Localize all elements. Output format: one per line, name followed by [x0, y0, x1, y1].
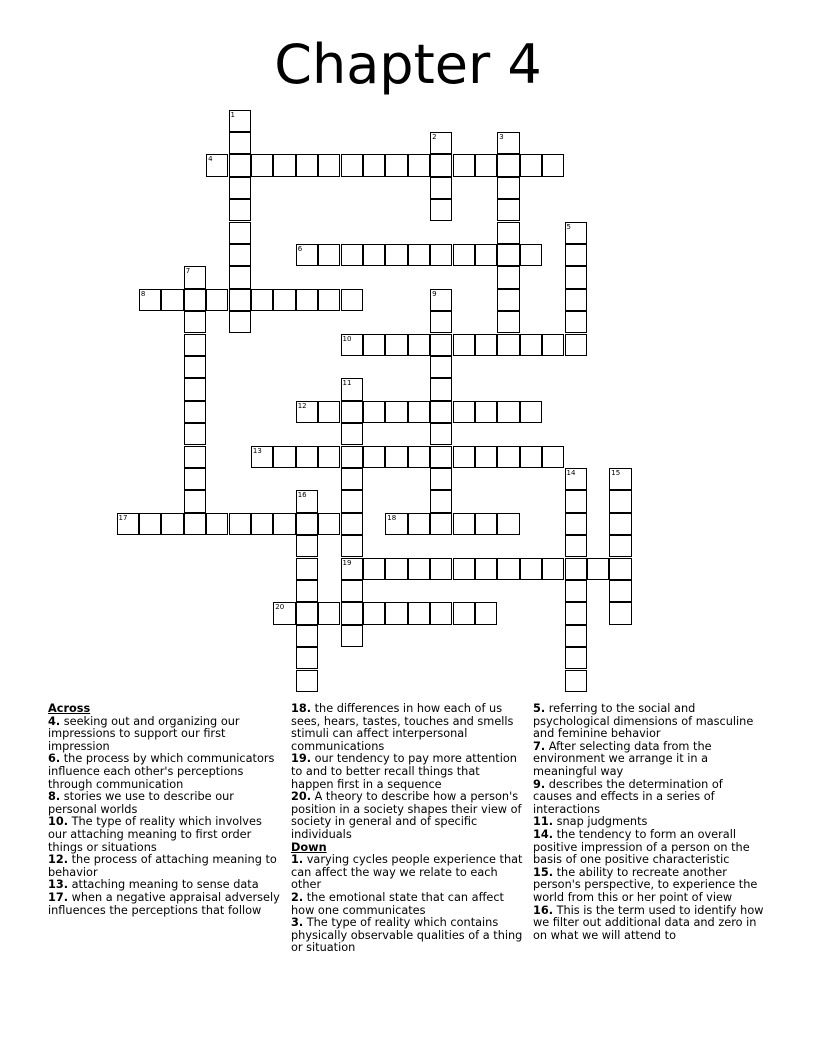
crossword-cell[interactable] — [363, 244, 385, 266]
crossword-cell[interactable] — [296, 490, 318, 512]
crossword-cell[interactable] — [184, 401, 206, 423]
crossword-cell[interactable] — [497, 266, 519, 288]
crossword-cell[interactable] — [341, 154, 363, 176]
crossword-cell[interactable] — [408, 558, 430, 580]
crossword-cell[interactable] — [408, 513, 430, 535]
crossword-cell[interactable] — [430, 199, 452, 221]
crossword-cell[interactable] — [565, 625, 587, 647]
clue-across-19: 19. our tendency to pay more attention to and to better recall things that happen first in a sequence — [291, 752, 517, 791]
clue-down-5: 5. referring to the social and psychological dimensions of masculine and feminine behavior — [533, 702, 754, 741]
crossword-cell[interactable] — [296, 446, 318, 468]
crossword-cell[interactable] — [296, 602, 318, 624]
crossword-cell[interactable] — [341, 423, 363, 445]
crossword-cell[interactable] — [296, 513, 318, 535]
crossword-cell[interactable] — [385, 446, 407, 468]
cell-number: 11 — [342, 379, 352, 388]
cell-number: 16 — [297, 491, 307, 500]
clue-across-12: 12. the process of attaching meaning to behavior — [48, 853, 277, 879]
crossword-cell[interactable] — [296, 154, 318, 176]
crossword-cell[interactable] — [341, 446, 363, 468]
crossword-cell[interactable] — [229, 289, 251, 311]
clue-column-3 — [533, 703, 765, 942]
crossword-cell[interactable] — [296, 289, 318, 311]
crossword-cell[interactable] — [475, 513, 497, 535]
crossword-cell[interactable] — [497, 289, 519, 311]
crossword-cell[interactable] — [453, 446, 475, 468]
crossword-cell[interactable] — [520, 446, 542, 468]
crossword-cell[interactable] — [341, 468, 363, 490]
crossword-cell[interactable] — [497, 513, 519, 535]
crossword-cell[interactable] — [139, 513, 161, 535]
crossword-cell[interactable] — [229, 110, 251, 132]
crossword-cell[interactable] — [206, 154, 228, 176]
crossword-cell[interactable] — [318, 513, 340, 535]
crossword-cell[interactable] — [497, 446, 519, 468]
crossword-cell[interactable] — [184, 446, 206, 468]
crossword-cell[interactable] — [229, 154, 251, 176]
crossword-cell[interactable] — [117, 513, 139, 535]
crossword-cell[interactable] — [341, 401, 363, 423]
crossword-cell[interactable] — [453, 558, 475, 580]
crossword-cell[interactable] — [385, 154, 407, 176]
crossword-cell[interactable] — [251, 513, 273, 535]
crossword-cell[interactable] — [341, 289, 363, 311]
cell-number: 10 — [342, 334, 352, 343]
crossword-cell[interactable] — [184, 356, 206, 378]
crossword-cell[interactable] — [341, 625, 363, 647]
crossword-cell[interactable] — [273, 154, 295, 176]
crossword-cell[interactable] — [565, 490, 587, 512]
crossword-cell[interactable] — [430, 378, 452, 400]
crossword-cell[interactable] — [430, 154, 452, 176]
crossword-cell[interactable] — [609, 558, 631, 580]
crossword-cell[interactable] — [408, 244, 430, 266]
crossword-cell[interactable] — [542, 558, 564, 580]
crossword-cell[interactable] — [542, 154, 564, 176]
cell-number: 20 — [275, 603, 285, 612]
crossword-cell[interactable] — [341, 244, 363, 266]
crossword-cell[interactable] — [341, 513, 363, 535]
crossword-cell[interactable] — [542, 334, 564, 356]
crossword-cell[interactable] — [609, 535, 631, 557]
crossword-cell[interactable] — [497, 132, 519, 154]
clue-down-7: 7. After selecting data from the environment we arrange it in a meaningful way — [533, 739, 712, 778]
page-title: Chapter 4 — [274, 33, 542, 96]
clue-down-14: 14. the tendency to form an overall positive impression of a person on the basis of one positive characteristic — [533, 827, 750, 867]
crossword-cell[interactable] — [385, 558, 407, 580]
crossword-cell[interactable] — [229, 513, 251, 535]
crossword-cell[interactable] — [520, 334, 542, 356]
crossword-cell[interactable] — [430, 423, 452, 445]
crossword-cell[interactable] — [430, 356, 452, 378]
crossword-cell[interactable] — [296, 670, 318, 692]
crossword-cell[interactable] — [430, 513, 452, 535]
crossword-cell[interactable] — [273, 289, 295, 311]
crossword-cell[interactable] — [229, 244, 251, 266]
crossword-cell[interactable] — [184, 311, 206, 333]
crossword-cell[interactable] — [565, 222, 587, 244]
clue-across-17: 17. when a negative appraisal adversely influences the perceptions that follow — [48, 890, 280, 917]
cell-number: 15 — [611, 468, 621, 477]
cell-number: 9 — [432, 289, 437, 298]
crossword-cell[interactable] — [453, 244, 475, 266]
cell-number: 18 — [387, 513, 397, 522]
crossword-cell[interactable] — [430, 132, 452, 154]
crossword-cell[interactable] — [430, 558, 452, 580]
crossword-cell[interactable] — [408, 602, 430, 624]
crossword-cell[interactable] — [161, 289, 183, 311]
clue-down-1: 1. varying cycles people experience that can affect the way we relate to each other — [291, 853, 523, 892]
crossword-cell[interactable] — [520, 558, 542, 580]
crossword-cell[interactable] — [206, 289, 228, 311]
crossword-cell[interactable] — [497, 401, 519, 423]
crossword-cell[interactable] — [363, 558, 385, 580]
crossword-cell[interactable] — [318, 446, 340, 468]
crossword-cell[interactable] — [341, 378, 363, 400]
cell-number: 19 — [342, 558, 352, 567]
crossword-cell[interactable] — [565, 266, 587, 288]
crossword-cell[interactable] — [587, 558, 609, 580]
crossword-cell[interactable] — [363, 401, 385, 423]
crossword-cell[interactable] — [229, 132, 251, 154]
crossword-cell[interactable] — [453, 334, 475, 356]
clue-column-2 — [291, 703, 523, 955]
crossword-cell[interactable] — [296, 647, 318, 669]
crossword-cell[interactable] — [229, 311, 251, 333]
crossword-cell[interactable] — [385, 401, 407, 423]
crossword-cell[interactable] — [453, 513, 475, 535]
crossword-cell[interactable] — [497, 311, 519, 333]
crossword-cell[interactable] — [251, 289, 273, 311]
crossword-cell[interactable] — [565, 289, 587, 311]
crossword-cell[interactable] — [363, 334, 385, 356]
crossword-cell[interactable] — [184, 266, 206, 288]
crossword-cell[interactable] — [565, 334, 587, 356]
crossword-cell[interactable] — [497, 334, 519, 356]
cell-number: 13 — [252, 446, 262, 455]
crossword-cell[interactable] — [475, 244, 497, 266]
crossword-cell[interactable] — [497, 199, 519, 221]
crossword-cell[interactable] — [341, 334, 363, 356]
crossword-cell[interactable] — [273, 446, 295, 468]
crossword-cell[interactable] — [296, 535, 318, 557]
clue-across-13: 13. attaching meaning to sense data — [48, 878, 259, 892]
crossword-cell[interactable] — [565, 244, 587, 266]
crossword-cell[interactable] — [184, 423, 206, 445]
cell-number: 17 — [118, 513, 128, 522]
crossword-cell[interactable] — [318, 289, 340, 311]
cell-number: 8 — [140, 289, 146, 298]
crossword-cell[interactable] — [385, 513, 407, 535]
clue-down-9: 9. describes the determination of causes and effects in a series of interactions — [533, 777, 723, 816]
clue-across-6: 6. the process by which communicators influence each other's perceptions through communication — [48, 752, 275, 791]
crossword-cell[interactable] — [341, 535, 363, 557]
crossword-cell[interactable] — [184, 468, 206, 490]
crossword-cell[interactable] — [520, 244, 542, 266]
crossword-cell[interactable] — [609, 468, 631, 490]
crossword-cell[interactable] — [430, 401, 452, 423]
crossword-cell[interactable] — [184, 289, 206, 311]
cell-number: 5 — [566, 222, 571, 231]
down-header: Down — [291, 840, 327, 854]
crossword-cell[interactable] — [184, 334, 206, 356]
crossword-cell[interactable] — [453, 602, 475, 624]
crossword-cell[interactable] — [497, 222, 519, 244]
crossword-cell[interactable] — [139, 289, 161, 311]
crossword-cell[interactable] — [318, 602, 340, 624]
crossword-cell[interactable] — [453, 401, 475, 423]
crossword-cell[interactable] — [565, 670, 587, 692]
crossword-cell[interactable] — [229, 222, 251, 244]
crossword-cell[interactable] — [385, 244, 407, 266]
clue-across-10: 10. The type of reality which involves our attaching meaning to first order things or situations — [48, 815, 262, 854]
crossword-cell[interactable] — [296, 244, 318, 266]
crossword-cell[interactable] — [408, 401, 430, 423]
crossword-cell[interactable] — [229, 199, 251, 221]
crossword-cell[interactable] — [251, 154, 273, 176]
crossword-cell[interactable] — [475, 602, 497, 624]
crossword-cell[interactable] — [565, 311, 587, 333]
crossword-cell[interactable] — [341, 490, 363, 512]
crossword-cell[interactable] — [430, 602, 452, 624]
crossword-cell[interactable] — [318, 401, 340, 423]
crossword-cell[interactable] — [475, 446, 497, 468]
crossword-cell[interactable] — [497, 244, 519, 266]
crossword-cell[interactable] — [341, 558, 363, 580]
crossword-cell[interactable] — [565, 580, 587, 602]
crossword-cell[interactable] — [497, 177, 519, 199]
cell-number: 12 — [297, 401, 307, 410]
crossword-cell[interactable] — [341, 580, 363, 602]
crossword-cell[interactable] — [296, 580, 318, 602]
crossword-cell[interactable] — [520, 401, 542, 423]
crossword-cell[interactable] — [430, 244, 452, 266]
crossword-cell[interactable] — [161, 513, 183, 535]
crossword-cell[interactable] — [184, 513, 206, 535]
crossword-cell[interactable] — [609, 580, 631, 602]
crossword-cell[interactable] — [296, 558, 318, 580]
crossword-cell[interactable] — [565, 647, 587, 669]
crossword-cell[interactable] — [475, 401, 497, 423]
crossword-cell[interactable] — [520, 154, 542, 176]
clue-across-4: 4. seeking out and organizing our impressions to support our first impression — [48, 714, 240, 753]
clue-column-1 — [48, 703, 280, 917]
crossword-cell[interactable] — [497, 154, 519, 176]
crossword-cell[interactable] — [475, 334, 497, 356]
crossword-cell[interactable] — [475, 558, 497, 580]
crossword-cell[interactable] — [453, 154, 475, 176]
crossword-cell[interactable] — [565, 602, 587, 624]
crossword-cell[interactable] — [497, 558, 519, 580]
crossword-cell[interactable] — [430, 289, 452, 311]
crossword-cell[interactable] — [430, 490, 452, 512]
clue-down-3: 3. The type of reality which contains physically observable qualities of a thing or situation — [291, 916, 523, 955]
cell-number: 3 — [499, 132, 504, 141]
cell-number: 7 — [185, 267, 191, 276]
crossword-cell[interactable] — [408, 446, 430, 468]
crossword-cell[interactable] — [341, 602, 363, 624]
crossword-cell[interactable] — [565, 513, 587, 535]
crossword-cell[interactable] — [475, 154, 497, 176]
cell-number: 1 — [230, 110, 235, 119]
crossword-cell[interactable] — [251, 446, 273, 468]
clue-across-18: 18. the differences in how each of us sees, hears, tastes, touches and smells stimuli can affect interpersonal communications — [291, 702, 514, 753]
clue-down-16: 16. This is the term used to identify how we filter out additional data and zero in on what we will attend to — [533, 903, 764, 942]
clue-across-8: 8. stories we use to describe our personal worlds — [48, 790, 234, 816]
clue-down-15: 15. the ability to recreate another person's perspective, to experience the world from this or her point of view — [533, 865, 758, 904]
crossword-cell[interactable] — [408, 334, 430, 356]
crossword-cell[interactable] — [363, 602, 385, 624]
crossword-cell[interactable] — [184, 378, 206, 400]
crossword-cell[interactable] — [229, 266, 251, 288]
crossword-cell[interactable] — [273, 602, 295, 624]
crossword-cell[interactable] — [430, 468, 452, 490]
crossword-cell[interactable] — [385, 602, 407, 624]
crossword-cell[interactable] — [184, 490, 206, 512]
crossword-cell[interactable] — [430, 177, 452, 199]
cell-number: 14 — [566, 468, 576, 477]
crossword-cell[interactable] — [430, 446, 452, 468]
crossword-cell[interactable] — [609, 513, 631, 535]
crossword-cell[interactable] — [318, 154, 340, 176]
clue-down-2: 2. the emotional state that can affect how one communicates — [291, 890, 504, 917]
crossword-cell[interactable] — [385, 334, 407, 356]
crossword-cell[interactable] — [542, 446, 564, 468]
crossword-cell[interactable] — [609, 490, 631, 512]
cell-number: 6 — [297, 244, 303, 253]
across-header: Across — [48, 702, 91, 715]
cell-number: 4 — [208, 155, 213, 164]
crossword-cell[interactable] — [296, 625, 318, 647]
crossword-cell[interactable] — [408, 154, 430, 176]
crossword-cell[interactable] — [565, 558, 587, 580]
cell-number: 2 — [432, 132, 437, 141]
crossword-cell[interactable] — [565, 468, 587, 490]
crossword-cell[interactable] — [273, 513, 295, 535]
crossword-cell[interactable] — [318, 244, 340, 266]
crossword-cell[interactable] — [229, 177, 251, 199]
crossword-cell[interactable] — [430, 334, 452, 356]
crossword-cell[interactable] — [430, 311, 452, 333]
crossword-cell[interactable] — [206, 513, 228, 535]
crossword-cell[interactable] — [296, 401, 318, 423]
crossword-cell[interactable] — [363, 154, 385, 176]
crossword-cell[interactable] — [565, 535, 587, 557]
crossword-cell[interactable] — [609, 602, 631, 624]
clue-down-11: 11. snap judgments — [533, 815, 648, 829]
clue-across-20: 20. A theory to describe how a person's position in a society shapes their view of society in general and of specific individuals — [291, 790, 522, 841]
crossword-cell[interactable] — [363, 446, 385, 468]
